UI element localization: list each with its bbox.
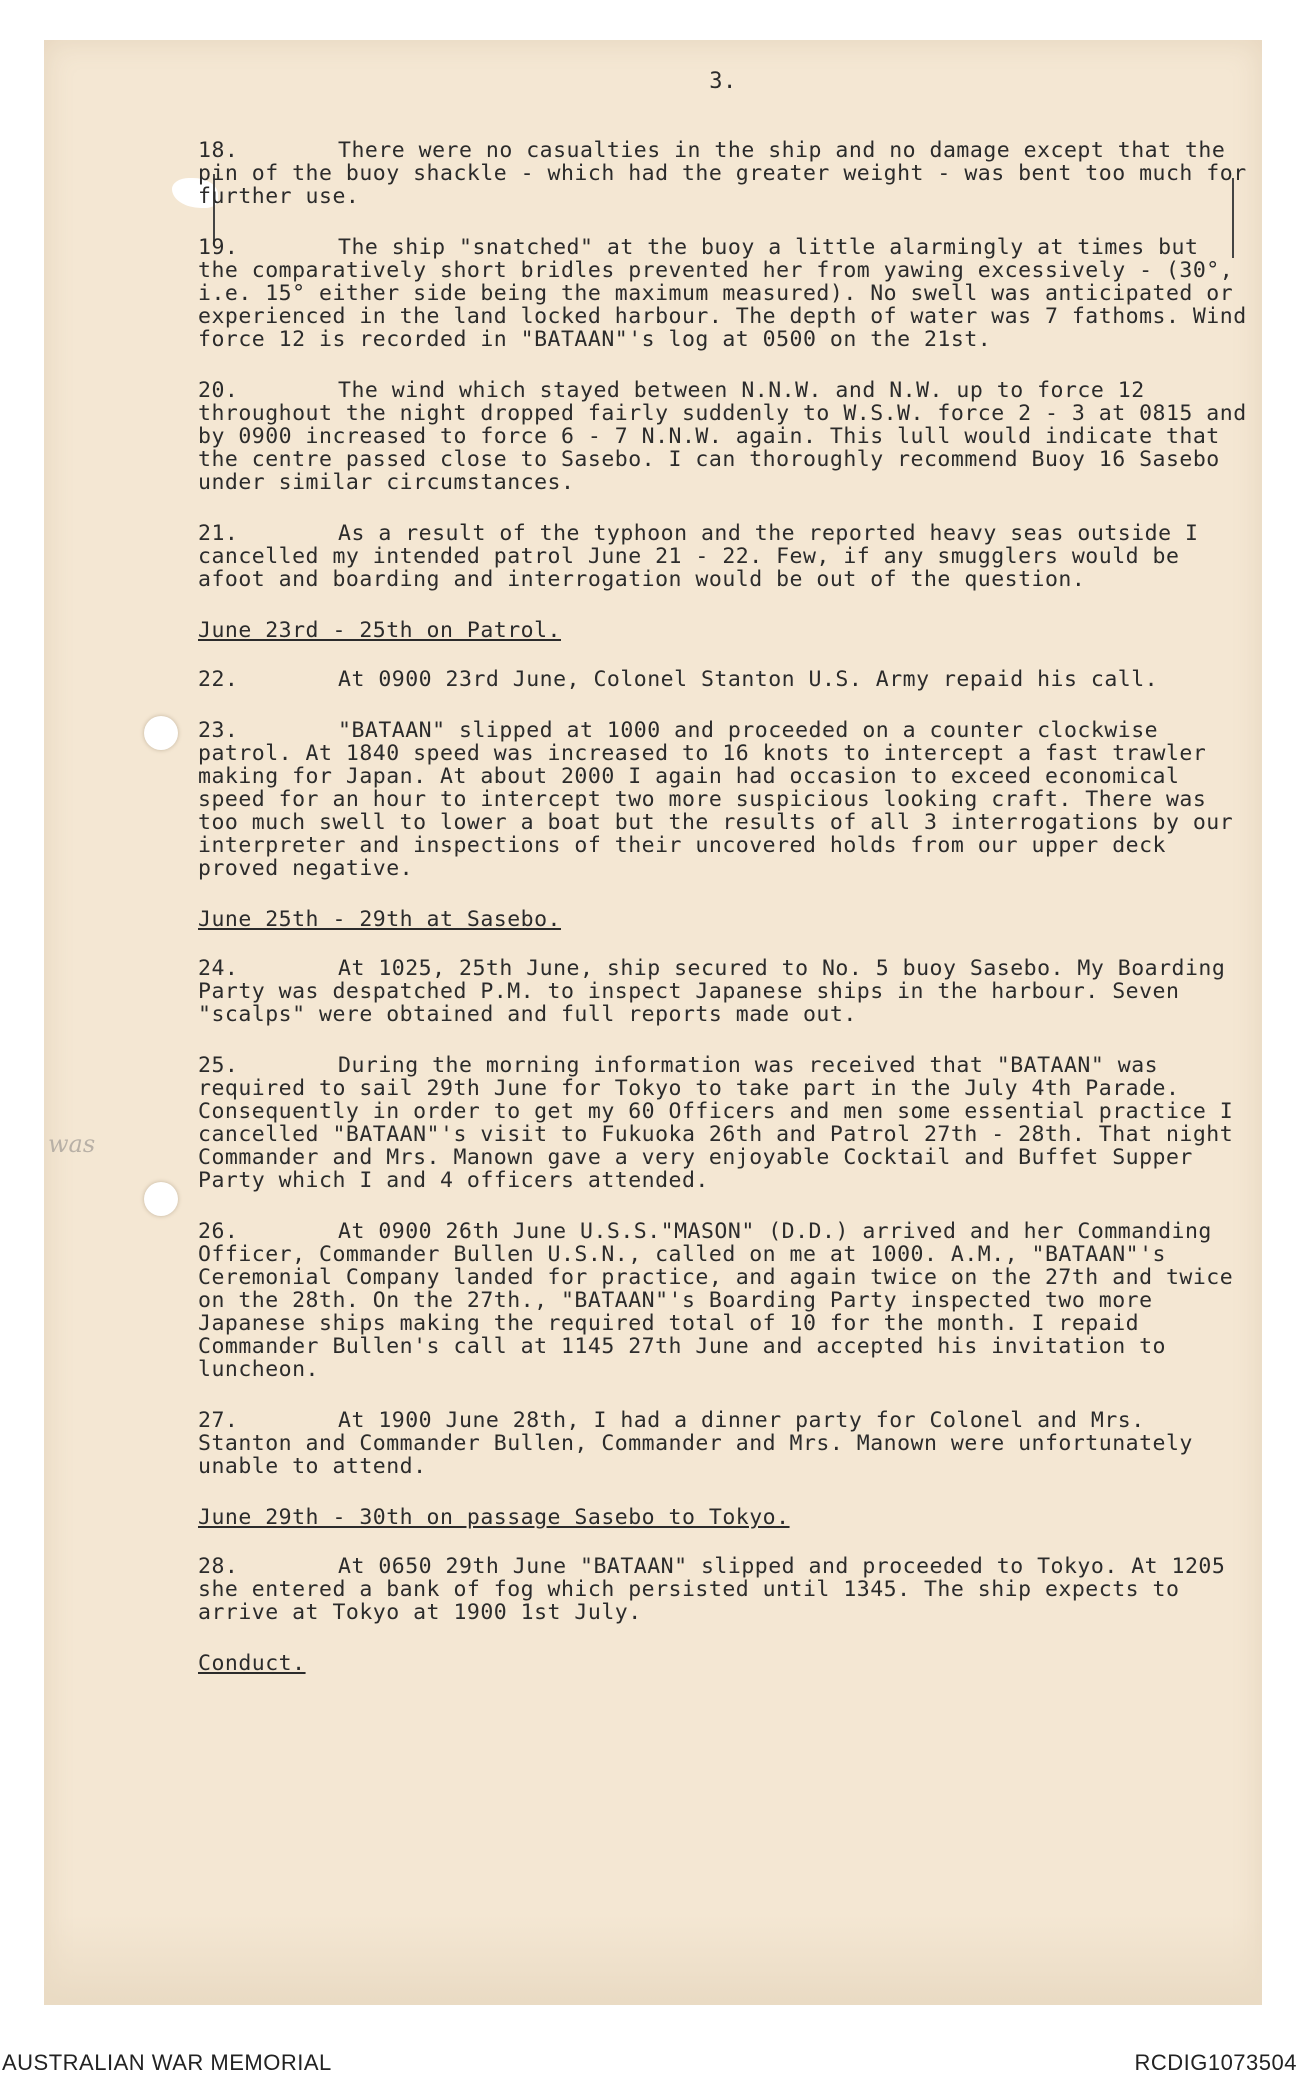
margin-note: was: [48, 1130, 96, 1158]
paragraph-28: [198, 1555, 1248, 1624]
paragraph-group-1: [198, 139, 1248, 591]
paragraph-text: At 0900 26th June U.S.S."MASON" (D.D.) arrived and her Commanding Officer, Commander Bullen U.S.N., called on me at 1000. A.M., "BATAAN"'s Ceremonial Company landed for practice, and again twice on the 27th and twice on the 28th. On the 27th., "BATAAN"'s Boarding Party inspected two more Japanese ships making the required total of 10 for the month. I repaid Commander Bullen's call at 1145 27th June and accepted his invitation to luncheon.: [198, 1219, 1234, 1382]
paragraph-text: The wind which stayed between N.N.W. and N.W. up to force 12 throughout the night dropped fairly suddenly to W.S.W. force 2 - 3 at 0815 and by 0900 increased to force 6 - 7 N.N.W. again. This lull would indicate that the centre passed close to Sasebo. I can thoroughly recommend Buoy 16 Sasebo under similar circumstances.: [198, 378, 1247, 495]
paragraph-group-2: [198, 668, 1248, 880]
paragraph-25: [198, 1054, 1248, 1192]
paragraph-group-4: [198, 1555, 1248, 1624]
paragraph-number: 28.: [198, 1554, 239, 1579]
paragraph-number: 19.: [198, 235, 239, 260]
section-heading-conduct: Conduct.: [198, 1651, 306, 1676]
paragraph-number: 23.: [198, 718, 239, 743]
paragraph-text: There were no casualties in the ship and no damage except that the pin of the buoy shackle - which had the greater weight - was bent too much for further use.: [198, 138, 1247, 209]
paragraph-text: At 1900 June 28th, I had a dinner party for Colonel and Mrs. Stanton and Commander Bullen, Commander and Mrs. Manown were unfortunately unable to attend.: [198, 1408, 1193, 1479]
paragraph-number: 25.: [198, 1053, 239, 1078]
paragraph-text: At 0900 23rd June, Colonel Stanton U.S. Army repaid his call.: [338, 667, 1159, 692]
paragraph-number: 18.: [198, 138, 239, 163]
paragraph-text: At 0650 29th June "BATAAN" slipped and proceeded to Tokyo. At 1205 she entered a bank of fog which persisted until 1345. The ship expects to arrive at Tokyo at 1900 1st July.: [198, 1554, 1226, 1625]
paragraph-24: [198, 957, 1248, 1026]
footer-institution: AUSTRALIAN WAR MEMORIAL: [2, 2050, 332, 2075]
paragraph-number: 24.: [198, 956, 239, 981]
punch-hole: [144, 716, 178, 750]
section-heading-sasebo: June 25th - 29th at Sasebo.: [198, 907, 561, 932]
paragraph-text: As a result of the typhoon and the reported heavy seas outside I cancelled my intended patrol June 21 - 22. Few, if any smugglers would be afoot and boarding and interrogation would be out of the question.: [198, 521, 1199, 592]
paragraph-group-3: [198, 957, 1248, 1478]
paragraph-19: [198, 236, 1248, 351]
footer-record-id: RCDIG1073504: [1134, 2050, 1297, 2075]
paragraph-text: During the morning information was received that "BATAAN" was required to sail 29th June for Tokyo to take part in the July 4th Parade. Consequently in order to get my 60 Officers and men some essential practice I cancelled "BATAAN"'s visit to Fukuoka 26th and Patrol 27th - 28th. That night Commander and Mrs. Manown gave a very enjoyable Cocktail and Buffet Supper Party which I and 4 officers attended.: [198, 1053, 1234, 1193]
paragraph-22: [198, 668, 1248, 691]
paragraph-number: 21.: [198, 521, 239, 546]
punch-hole: [144, 1182, 178, 1216]
paragraph-text: The ship "snatched" at the buoy a little alarmingly at times but the comparatively short bridles prevented her from yawing excessively - (30°, i.e. 15° either side being the maximum measured). No swell was anticipated or experienced in the land locked harbour. The depth of water was 7 fathoms. Wind force 12 is recorded in "BATAAN"'s log at 0500 on the 21st.: [198, 235, 1247, 352]
paragraph-number: 27.: [198, 1408, 239, 1433]
paragraph-number: 22.: [198, 667, 239, 692]
section-heading-patrol: June 23rd - 25th on Patrol.: [198, 618, 561, 643]
paragraph-text: "BATAAN" slipped at 1000 and proceeded on a counter clockwise patrol. At 1840 speed was increased to 16 knots to intercept a fast trawler making for Japan. At about 2000 I again had occasion to exceed economical speed for an hour to intercept two more suspicious looking craft. There was too much swell to lower a boat but the results of all 3 interrogations by our interpreter and inspections of their uncovered holds from our upper deck proved negative.: [198, 718, 1234, 881]
paragraph-number: 26.: [198, 1219, 239, 1244]
paragraph-23: [198, 719, 1248, 880]
paragraph-20: [198, 379, 1248, 494]
paragraph-18: [198, 139, 1248, 208]
page-number: 3.: [709, 69, 737, 94]
paragraph-number: 20.: [198, 378, 239, 403]
paragraph-21: [198, 522, 1248, 591]
section-heading-passage: June 29th - 30th on passage Sasebo to Tokyo.: [198, 1505, 790, 1530]
paragraph-26: [198, 1220, 1248, 1381]
paragraph-text: At 1025, 25th June, ship secured to No. 5 buoy Sasebo. My Boarding Party was despatched P.M. to inspect Japanese ships in the harbour. Seven "scalps" were obtained and full reports made out.: [198, 956, 1226, 1027]
document-body: [198, 70, 1248, 1701]
paragraph-27: [198, 1409, 1248, 1478]
